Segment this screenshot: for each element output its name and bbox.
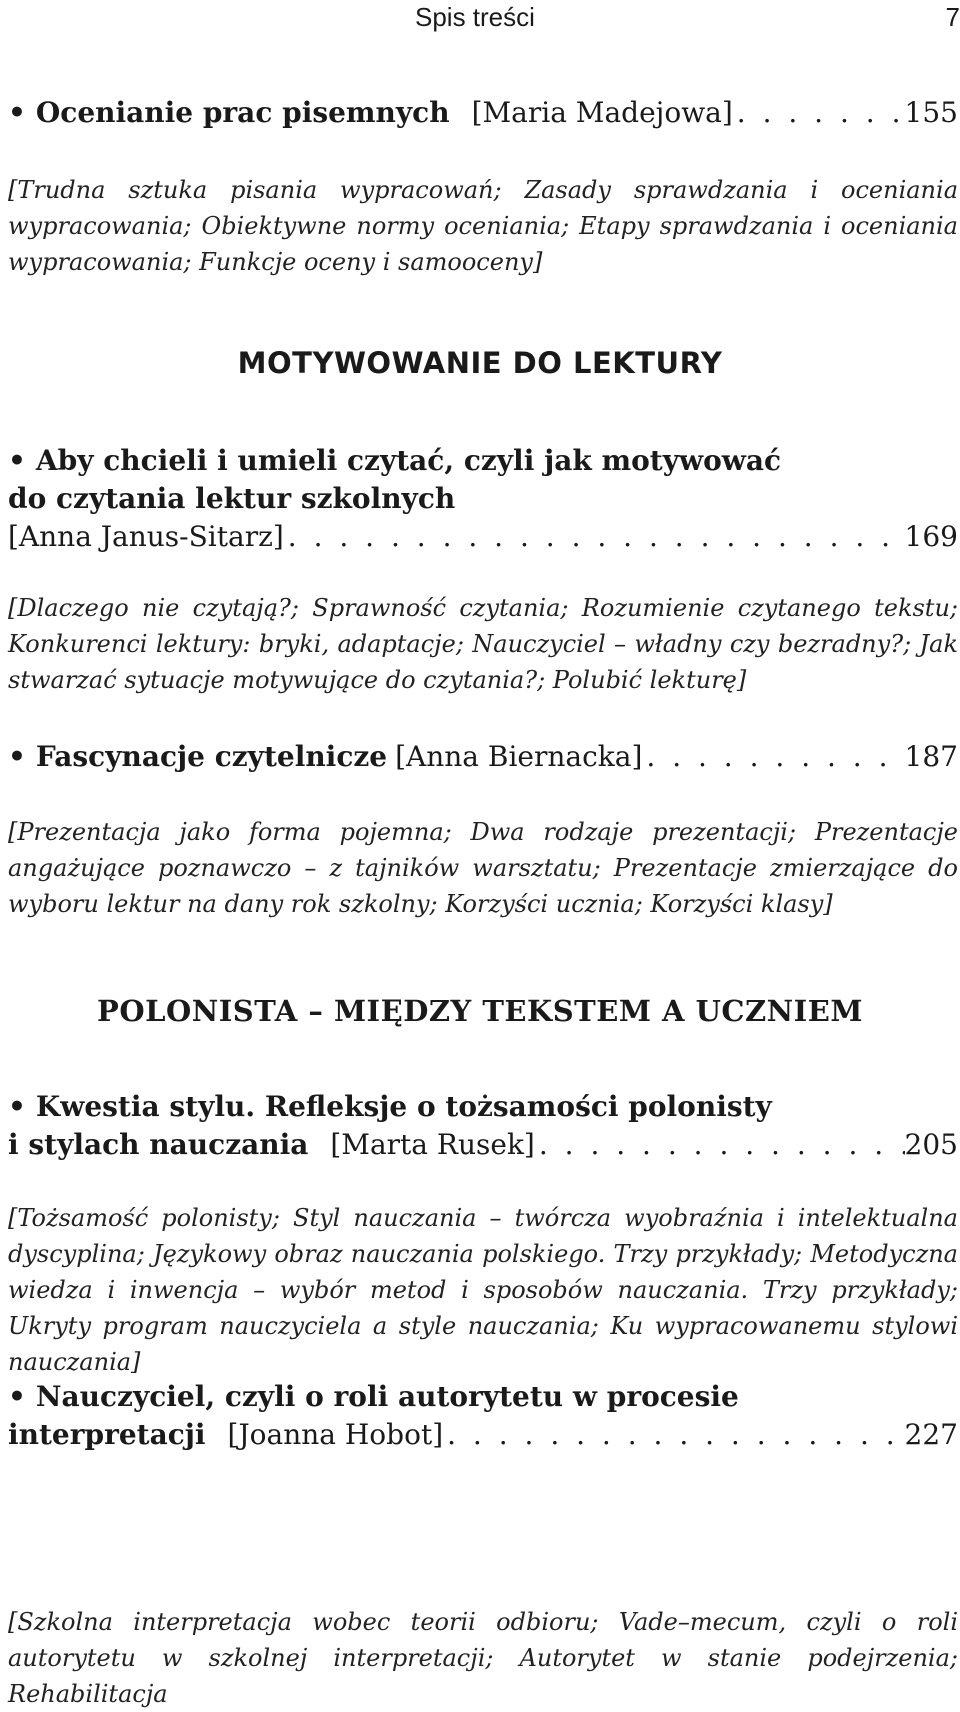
entry-title-line: [8, 1416, 958, 1454]
entry-author: [Maria Madejowa]: [471, 96, 733, 129]
bullet: •: [8, 96, 26, 129]
entry-title-line: [8, 94, 958, 132]
page-number: 7: [945, 2, 960, 32]
dot-leader: [642, 738, 904, 776]
entry-title: Aby chcieli i umieli czytać, czyli jak motywować: [35, 444, 782, 477]
bullet: •: [8, 740, 26, 773]
section-heading: POLONISTA – MIĘDZY TEKSTEM A UCZNIEM: [97, 994, 863, 1028]
entry-author: [Marta Rusek]: [330, 1128, 535, 1161]
toc-entry[interactable]: [8, 738, 958, 776]
toc-entry[interactable]: [8, 94, 958, 132]
entry-title: interpretacji: [8, 1418, 206, 1451]
entry-title-line: [8, 480, 958, 518]
entry-page: 155: [904, 96, 958, 129]
toc-entry[interactable]: [8, 1088, 958, 1164]
entry-abstract: [Dlaczego nie czytają?; Sprawność czytania; Rozumienie czytanego tekstu; Konkurenci lektury: bryki, adaptacje; Nauczyciel – władny czy bezradny?; Jak stwarzać sytuacje motywujące do czytania?; Polubić lekturę]: [8, 594, 958, 694]
entry-author: [Anna Biernacka]: [395, 740, 643, 773]
entry-page: 187: [904, 740, 958, 773]
entry-page: 205: [904, 1128, 958, 1161]
entry-abstract: [Trudna sztuka pisania wypracowań; Zasady sprawdzania i oceniania wypracowania; Obiektywne normy oceniania; Etapy sprawdzania i oceniania wypracowania; Funkcje oceny i samooceny]: [8, 176, 958, 276]
bullet: •: [8, 444, 26, 477]
entry-author: [Anna Janus-Sitarz]: [8, 520, 284, 553]
running-head: Spis treści: [415, 2, 535, 32]
toc-entry[interactable]: [8, 442, 958, 556]
section-heading: MOTYWOWANIE DO LEKTURY: [237, 346, 723, 380]
entry-title: do czytania lektur szkolnych: [8, 482, 456, 515]
entry-title: Kwestia stylu. Refleksje o tożsamości polonisty: [35, 1090, 772, 1123]
entry-abstract: [Prezentacja jako forma pojemna; Dwa rodzaje prezentacji; Prezentacje angażujące poznawczo – z tajników warsztatu; Prezentacje zmierzające do wyboru lektur na dany rok szkolny; Korzyści ucznia; Korzyści klasy]: [8, 818, 958, 918]
page-header: [0, 2, 960, 38]
entry-title-line: [8, 1378, 958, 1416]
entry-title-line: [8, 738, 958, 776]
dot-leader: [443, 1416, 904, 1454]
entry-author-line: [8, 518, 958, 556]
entry-title: Nauczyciel, czyli o roli autorytetu w procesie: [35, 1380, 739, 1413]
entry-title-line: [8, 442, 958, 480]
entry-title-line: [8, 1088, 958, 1126]
entry-page: 227: [904, 1418, 958, 1451]
entry-title-line: [8, 1126, 958, 1164]
entry-title: Ocenianie prac pisemnych: [35, 96, 450, 129]
dot-leader: [733, 94, 905, 132]
entry-page: 169: [904, 520, 958, 553]
toc-entry[interactable]: [8, 1378, 958, 1454]
entry-title: Fascynacje czytelnicze: [35, 740, 388, 773]
entry-abstract: [Tożsamość polonisty; Styl nauczania – twórcza wyobraźnia i intelektualna dyscyplina; Językowy obraz nauczania polskiego. Trzy przykłady; Metodyczna wiedza i inwencja – wybór metod i sposobów nauczania. Trzy przykłady; Ukryty program nauczyciela a style nauczania; Ku wypracowanemu stylowi nauczania]: [8, 1204, 958, 1376]
entry-author: [Joanna Hobot]: [227, 1418, 444, 1451]
bullet: •: [8, 1090, 26, 1123]
bullet: •: [8, 1380, 26, 1413]
dot-leader: [284, 518, 905, 556]
entry-abstract: [Szkolna interpretacja wobec teorii odbioru; Vade–mecum, czyli o roli autorytetu w szkolnej interpretacji; Autorytet w stanie podejrzenia; Rehabilitacja: [8, 1608, 958, 1708]
dot-leader: [535, 1126, 905, 1164]
entry-title: i stylach nauczania: [8, 1128, 309, 1161]
